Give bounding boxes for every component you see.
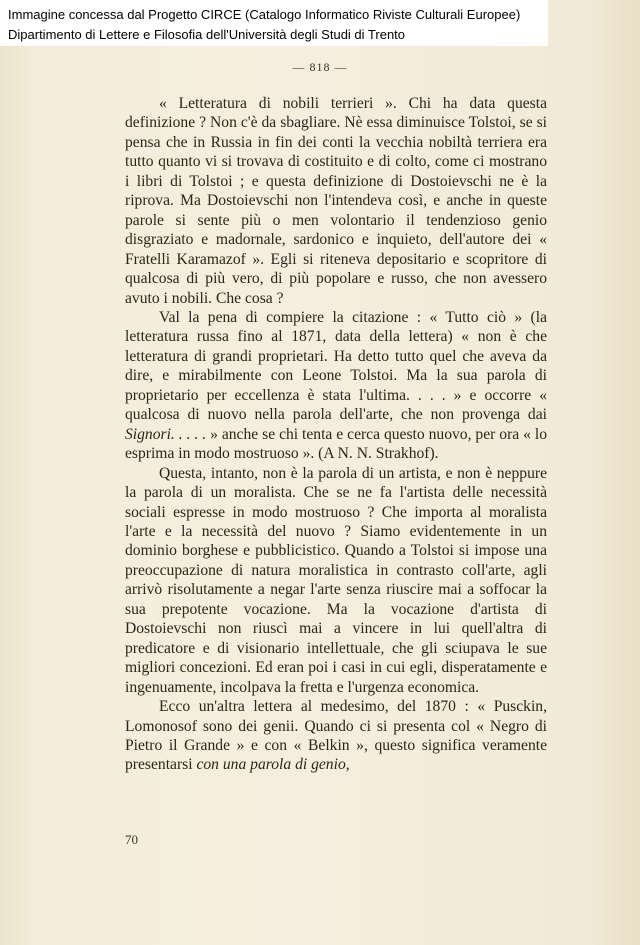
paragraph-3-text: Questa, intanto, non è la parola di un artista, e non è neppure la parola di un moralista. Che se ne fa l'artista delle necessità sociali espresse in modo mostruoso ? Che importa al moralista l'arte e la necessità del nuovo ? Siamo evidentemente in un dominio borghese e pubblicistico. Quando a Tolstoi si impose una preoccupazione di natura moralistica in contrasto coll'arte, agli arrivò risolutamente a negar l'arte senza riuscire mai a soffocar la sua prepotente vocazione. Ma la vocazione d'artista di Dostoievschi non riuscì mai a vincere in lui quell'altra di predicatore e di visionario intellettuale, che gli sciupava le sue migliori concezioni. Ed eran poi i casi in cui egli, disperatamente e ingenuamente, incolpava la fretta e l'urgenza economica. [125, 464, 547, 696]
page-number: 70 [125, 832, 138, 847]
source-banner [0, 0, 548, 46]
paragraph-4-italic: con una parola di genio, [196, 756, 350, 774]
paragraph-4 [125, 697, 547, 775]
paragraph-3 [125, 464, 547, 697]
paragraph-2 [125, 308, 547, 464]
banner-line-1: Immagine concessa dal Progetto CIRCE (Catalogo Informatico Riviste Culturali Europee) [8, 7, 521, 22]
banner-line-2: Dipartimento di Lettere e Filosofia dell'Università degli Studi di Trento [8, 27, 406, 42]
paragraph-1 [125, 94, 547, 308]
paragraph-2-text-a: Val la pena di compiere la citazione : « Tutto ciò » (la letteratura russa fino al 1871, data della lettera) « non è che letteratura di grandi proprietari. Ha detto tutto quel che aveva da dire, e mirabilmente con Leone Tolstoi. Ma la sua parola di proprietario per eccellenza è stata l'ultima. . . . » e occorre « qualcosa di nuovo nella parola dell'arte, che non provenga dai [125, 308, 547, 424]
paragraph-4-text: Ecco un'altra lettera al medesimo, del 1870 : « Pusckin, Lomonosof sono dei genii. Quando ci si presenta col « Negro di Pietro il Grande » e con « Belkin », questo significa veramente presentarsi [125, 698, 547, 774]
paragraph-2-text-b: » anche se chi tenta e cerca questo nuovo, per ora « lo esprima in modo mostruoso ». (A N. N. Strakhof). [125, 425, 547, 463]
paragraph-1-text: « Letteratura di nobili terrieri ». Chi ha data questa definizione ? Non c'è da sbagliare. Nè essa diminuisce Tolstoi, se si pensa che in Russia in fin dei conti la vecchia nobiltà terriera era tutto quanto vi si trovava di costituito e di colto, come ci mostrano i libri di Tolstoi ; e questa definizione di Dostoievschi ne è la riprova. Ma Dostoievschi non l'intendeva così, e anche in queste parole si sente più o men volontario il tendenzioso genio disgraziato e madornale, sardonico e inquieto, dell'autore dei « Fratelli Karamazof ». Egli si riteneva depositario e scopritore di qualcosa di più vero, di più popolare e russo, che non avessero avuto i nobili. Che cosa ? [125, 95, 547, 307]
body-text [125, 94, 547, 775]
paragraph-2-italic: Signori. . . . . [125, 425, 207, 443]
page-header: — 818 — [292, 60, 348, 74]
